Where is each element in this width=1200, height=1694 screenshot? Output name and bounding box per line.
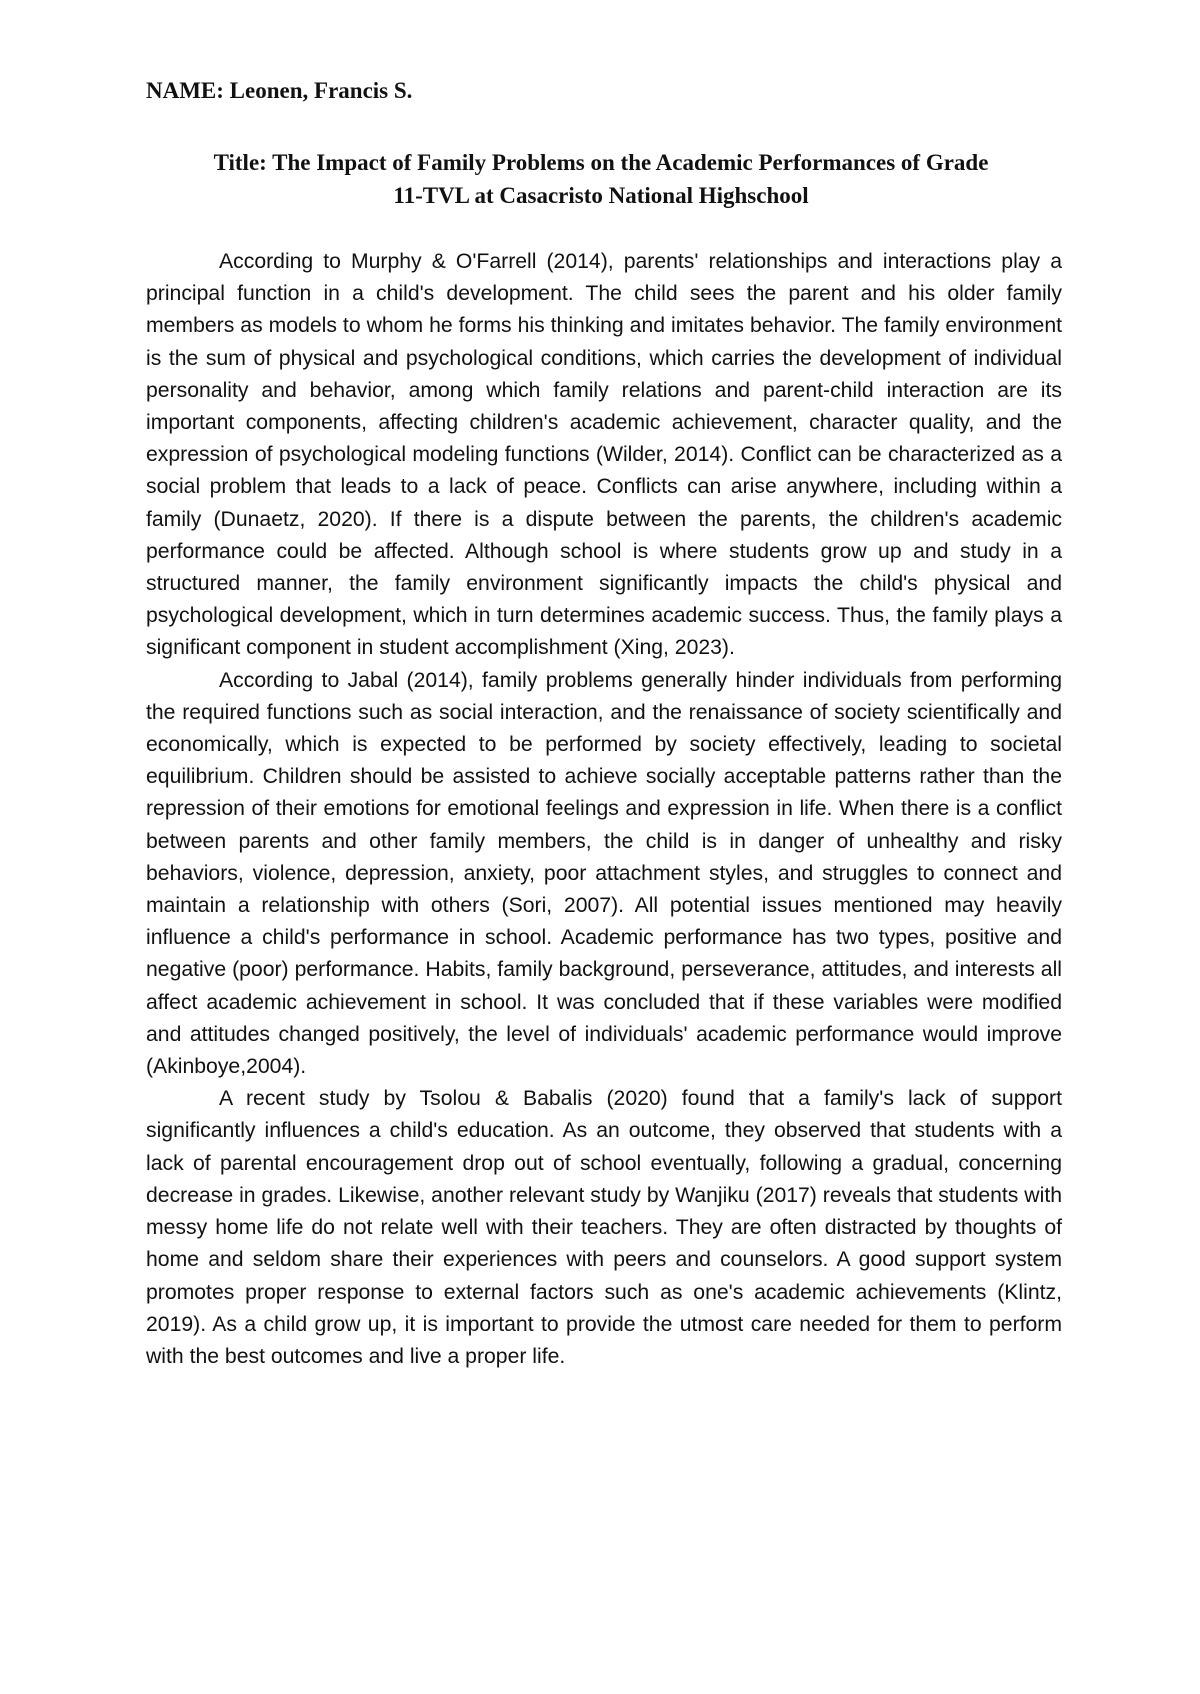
paragraph-3: A recent study by Tsolou & Babalis (2020) found that a family's lack of support significantly influences a child's education. As an outcome, they observed that students with a lack of parental encouragement drop out of school eventually, following a gradual, concerning decrease in grades. Likewise, another relevant study by Wanjiku (2017) reveals that students with messy home life do not relate well with their teachers. They are often distracted by thoughts of home and seldom share their experiences with peers and counselors. A good support system promotes proper response to external factors such as one's academic achievements (Klintz, 2019). As a child grow up, it is important to provide the utmost care needed for them to perform with the best outcomes and live a proper life.: [146, 1087, 1062, 1368]
paragraph-1: According to Murphy & O'Farrell (2014), parents' relationships and interactions play a principal function in a child's development. The child sees the parent and his older family members as models to whom he forms his thinking and imitates behavior. The family environment is the sum of physical and psychological conditions, which carries the development of individual personality and behavior, among which family relations and parent-child interaction are its important components, affecting children's academic achievement, character quality, and the expression of psychological modeling functions (Wilder, 2014). Conflict can be characterized as a social problem that leads to a lack of peace. Conflicts can arise anywhere, including within a family (Dunaetz, 2020). If there is a dispute between the parents, the children's academic performance could be affected. Although school is where students grow up and study in a structured manner, the family environment significantly impacts the child's physical and psychological development, which in turn determines academic success. Thus, the family plays a significant component in student accomplishment (Xing, 2023).: [146, 250, 1062, 660]
document-title: [146, 146, 1056, 212]
title-line-1: Title: The Impact of Family Problems on the Academic Performances of Grade: [213, 150, 989, 175]
body-text: [146, 246, 1062, 1373]
paragraph-2: According to Jabal (2014), family problems generally hinder individuals from performing the required functions such as social interaction, and the renaissance of society scientifically and economically, which is expected to be performed by society effectively, leading to societal equilibrium. Children should be assisted to achieve socially acceptable patterns rather than the repression of their emotions for emotional feelings and expression in life. When there is a conflict between parents and other family members, the child is in danger of unhealthy and risky behaviors, violence, depression, anxiety, poor attachment styles, and struggles to connect and maintain a relationship with others (Sori, 2007). All potential issues mentioned may heavily influence a child's performance in school. Academic performance has two types, positive and negative (poor) performance. Habits, family background, perseverance, attitudes, and interests all affect academic achievement in school. It was concluded that if these variables were modified and attitudes changed positively, the level of individuals' academic performance would improve (Akinboye,2004).: [146, 668, 1062, 1079]
title-line-2: 11-TVL at Casacristo National Highschool: [393, 183, 809, 208]
student-name: NAME: Leonen, Francis S.: [146, 78, 413, 103]
